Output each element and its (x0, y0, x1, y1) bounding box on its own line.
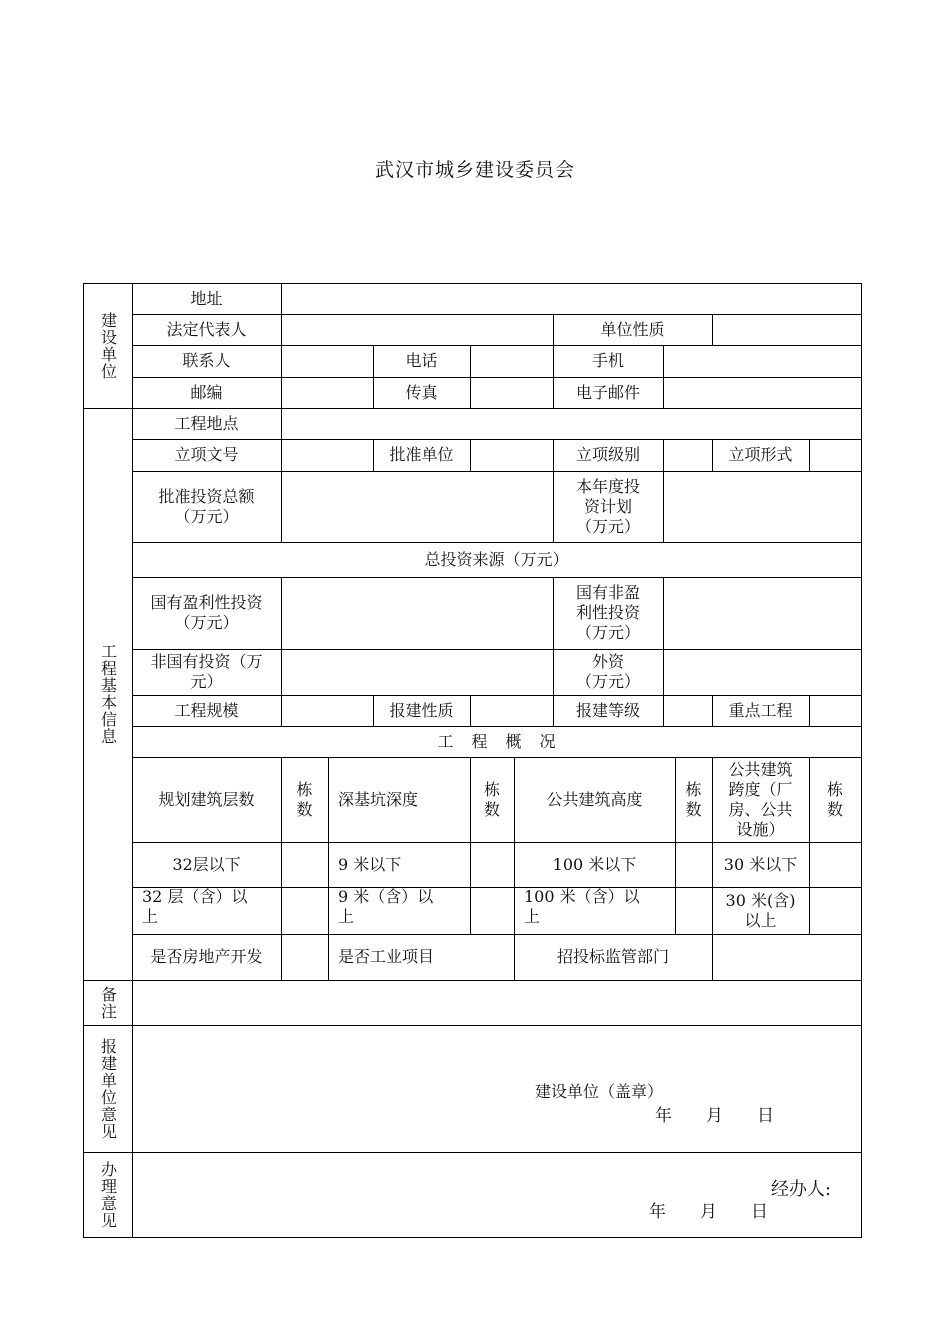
label-line: 32 层（含）以 (142, 887, 248, 906)
field-email[interactable] (663, 377, 861, 408)
label-line: 30 米(含) (725, 890, 796, 910)
label-industrial: 是否工业项目 (338, 947, 435, 966)
label-line: 以上 (744, 910, 777, 930)
field-floors-above-count[interactable] (281, 887, 328, 934)
label-span-below: 30 米以下 (723, 854, 798, 874)
field-approval-unit[interactable] (470, 439, 553, 471)
field-location[interactable] (281, 408, 861, 439)
label-count (675, 757, 712, 842)
label-approval-form: 立项形式 (728, 445, 793, 464)
label-line: 跨度（厂 (728, 779, 793, 799)
label-line: 上 (142, 907, 159, 926)
section-label-reporting-opinion: 报建单位意见 (98, 1037, 118, 1140)
field-legal-rep[interactable] (281, 314, 553, 345)
field-pit-above-count[interactable] (470, 887, 514, 934)
label-line: 数 (685, 799, 702, 819)
handler-label: 经办人: (771, 1179, 832, 1200)
label-line: 国有盈利性投资 (150, 593, 263, 612)
label-floors: 规划建筑层数 (158, 789, 255, 809)
label-line: 利性投资 (575, 603, 640, 622)
label-line: 非国有投资（万 (150, 652, 263, 671)
label-postcode: 邮编 (190, 382, 223, 402)
label-line: （万元） (575, 623, 640, 642)
label-line: （万元） (174, 506, 239, 526)
label-key-project: 重点工程 (728, 700, 793, 720)
label-approval-doc-no: 立项文号 (174, 445, 239, 464)
section-label-project-info: 工程基本信息 (98, 643, 118, 745)
label-non-state (132, 649, 281, 695)
label-report-nature: 报建性质 (389, 700, 454, 720)
label-line: 上 (524, 907, 541, 926)
label-scale: 工程规模 (174, 700, 239, 720)
label-line: 批准投资总额 (158, 486, 255, 506)
field-total-investment[interactable] (281, 471, 553, 542)
field-mobile[interactable] (663, 345, 861, 377)
label-count (809, 757, 861, 842)
label-line: 栋 (296, 779, 313, 799)
field-key-project[interactable] (809, 695, 861, 726)
label-line: 数 (826, 799, 843, 819)
field-approval-form[interactable] (809, 439, 861, 471)
label-approval-unit: 批准单位 (389, 445, 454, 464)
field-report-grade[interactable] (663, 695, 712, 726)
field-unit-nature[interactable] (712, 314, 861, 345)
field-annual-plan[interactable] (663, 471, 861, 542)
label-state-profit (132, 577, 281, 649)
label-foreign (553, 649, 663, 695)
label-line: 本年度投 (575, 476, 640, 496)
field-foreign[interactable] (663, 649, 861, 695)
label-span-above (712, 887, 809, 934)
field-pit-below-count[interactable] (470, 842, 514, 887)
field-span-below-count[interactable] (809, 842, 861, 887)
field-reporting-opinion[interactable] (132, 1025, 861, 1152)
label-line: 外资 (591, 652, 624, 671)
field-floors-below-count[interactable] (281, 842, 328, 887)
heading-funding-source: 总投资来源（万元） (424, 549, 569, 569)
label-location: 工程地点 (174, 413, 239, 433)
label-height-below: 100 米以下 (552, 854, 637, 874)
page-title: 武汉市城乡建设委员会 (374, 159, 575, 181)
field-height-below-count[interactable] (675, 842, 712, 887)
label-count (470, 757, 514, 842)
label-pit-below: 9 米以下 (338, 854, 402, 874)
field-approval-level[interactable] (663, 439, 712, 471)
label-floors-below: 32层以下 (172, 854, 241, 874)
field-contact[interactable] (281, 345, 373, 377)
label-phone: 电话 (405, 351, 438, 370)
label-line: 设施） (736, 819, 785, 839)
field-state-nonprofit[interactable] (663, 577, 861, 649)
label-line: 元） (190, 672, 223, 691)
label-real-estate: 是否房地产开发 (150, 947, 263, 966)
section-label-remarks: 备注 (98, 985, 118, 1020)
label-public-span (712, 757, 809, 842)
field-fax[interactable] (470, 377, 553, 408)
label-contact: 联系人 (182, 351, 231, 370)
section-label-construction-unit: 建设单位 (98, 311, 118, 380)
field-address[interactable] (281, 283, 861, 314)
label-state-nonprofit (553, 577, 663, 649)
label-public-height: 公共建筑高度 (546, 789, 643, 809)
field-remarks[interactable] (132, 980, 861, 1025)
field-industrial[interactable] (470, 934, 514, 980)
field-scale[interactable] (281, 695, 373, 726)
label-pit-depth: 深基坑深度 (338, 789, 419, 809)
label-email: 电子邮件 (575, 382, 640, 402)
label-line: 数 (483, 799, 500, 819)
label-line: 栋 (685, 779, 702, 799)
form-border-bottom (83, 1237, 862, 1238)
label-line: 栋 (826, 779, 843, 799)
field-state-profit[interactable] (281, 577, 553, 649)
label-line: 栋 (483, 779, 500, 799)
field-height-above-count[interactable] (675, 887, 712, 934)
label-approval-level: 立项级别 (575, 445, 640, 464)
label-line: 房、公共 (728, 799, 793, 819)
label-line: 上 (338, 907, 355, 926)
label-address: 地址 (190, 288, 223, 308)
handling-date: 年 月 日 (649, 1202, 768, 1222)
label-height-above (514, 887, 675, 934)
label-line: （万元） (575, 672, 640, 691)
field-non-state[interactable] (281, 649, 553, 695)
label-line: 资计划 (583, 496, 632, 516)
label-bidding-dept: 招投标监管部门 (556, 947, 669, 966)
registration-form (83, 283, 862, 1238)
label-floors-above (132, 887, 281, 934)
label-mobile: 手机 (591, 351, 624, 370)
field-handling-opinion[interactable] (132, 1152, 861, 1237)
label-line: 数 (296, 799, 313, 819)
label-count (281, 757, 328, 842)
label-pit-above (328, 887, 470, 934)
label-annual-plan (553, 471, 663, 542)
label-total-investment (132, 471, 281, 542)
label-line: 公共建筑 (728, 759, 793, 779)
field-postcode[interactable] (281, 377, 373, 408)
seal-label: 建设单位（盖章） (535, 1082, 664, 1101)
field-span-above-count[interactable] (809, 887, 861, 934)
label-line: 9 米（含）以 (338, 887, 434, 906)
field-report-nature[interactable] (470, 695, 553, 726)
reporting-date: 年 月 日 (655, 1106, 774, 1126)
field-bidding-dept[interactable] (712, 934, 861, 980)
form-border-right (861, 283, 862, 1238)
label-line: （万元） (575, 516, 640, 536)
label-line: 100 米（含）以 (524, 887, 640, 906)
label-line: 国有非盈 (575, 583, 640, 602)
label-fax: 传真 (405, 382, 438, 402)
label-report-grade: 报建等级 (575, 700, 640, 720)
field-approval-doc-no[interactable] (281, 439, 373, 471)
label-line: （万元） (174, 613, 239, 632)
heading-overview: 工程概况 (437, 731, 574, 751)
label-legal-rep: 法定代表人 (166, 319, 247, 339)
label-unit-nature: 单位性质 (600, 319, 665, 339)
field-phone[interactable] (470, 345, 553, 377)
field-real-estate[interactable] (281, 934, 328, 980)
section-label-handling-opinion: 办理意见 (98, 1160, 118, 1229)
